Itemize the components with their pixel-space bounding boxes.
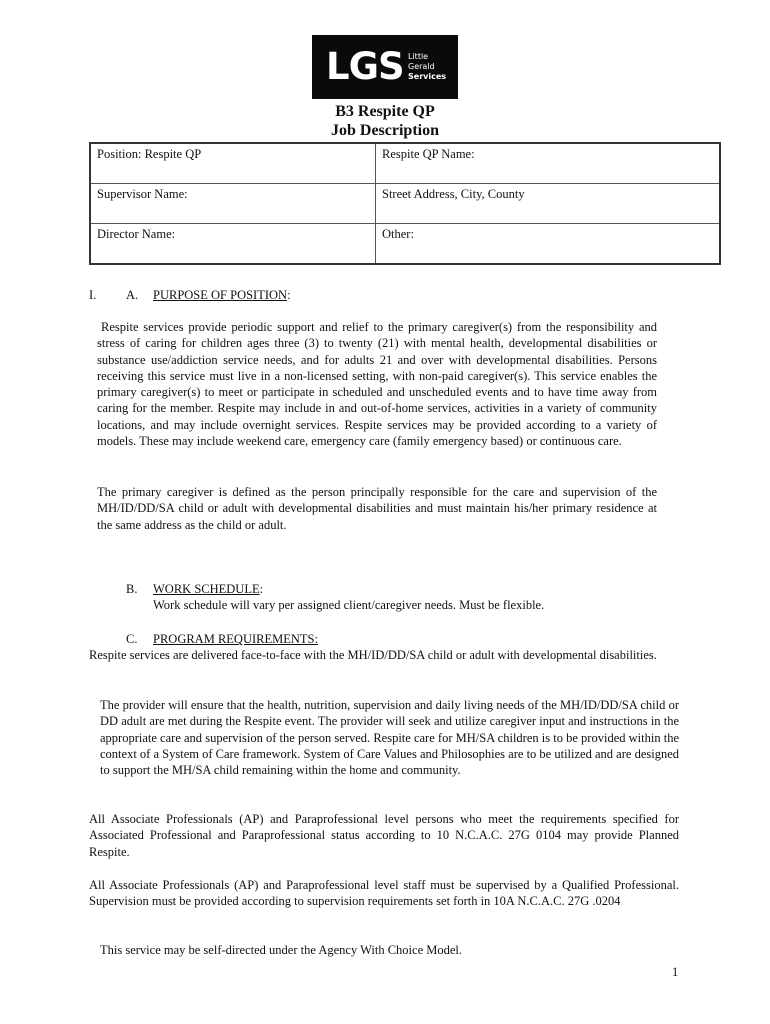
position-info-table <box>89 142 721 265</box>
section-c-letter: C. <box>126 632 138 646</box>
program-paragraph-4: All Associate Professionals (AP) and Paraprofessional level staff must be supervised by a Qualified Professional. Supervision must be provided according to supervision requirements set forth in 10A N.C.A.C. 27G .0204 <box>89 878 679 909</box>
table-row <box>90 184 720 224</box>
table-cell: Other: <box>376 224 721 265</box>
table-cell: Street Address, City, County <box>376 184 721 224</box>
table-cell: Respite QP Name: <box>376 143 721 184</box>
purpose-paragraph-2: The primary caregiver is defined as the person principally responsible for the care and supervision of the MH/ID/DD/SA child or adult with developmental disabilities and must maintain his/her primary residence at the same address as the child or adult. <box>97 485 657 532</box>
page-number: 1 <box>672 965 679 979</box>
section-a-heading-wrap <box>153 287 291 303</box>
logo-letters: LGS <box>326 45 404 88</box>
purpose-paragraph-1: Respite services provide periodic support and relief to the primary caregiver(s) from the responsibility and stress of caring for children ages three (3) to twenty (21) with mental health, developmental disabilities or substance use/addiction service needs, and for adults 21 and over with developmental disabilities. Persons receiving this service must live in a non-licensed setting, with non-paid caregiver(s). This service enables the primary caregiver(s) to meet or participate in scheduled and unscheduled events and to have time away from caring for the member. Respite may include in and out-of-home services, activities in a variety of community locations, and may include overnight services. Respite services may be provided according to a variety of models. These may include weekend care, emergency care (family emergency based) or continuous care. <box>97 320 657 449</box>
program-paragraph-2: The provider will ensure that the health, nutrition, supervision and daily living needs of the MH/ID/DD/SA child or DD adult are met during the Respite event. The provider will seek and utilize caregiver input and instructions in the appropriate care and supervision of the person served. Respite care for MH/SA children is to be provided within the context of a System of Care framework. System of Care Values and Philosophies are to be utilized and are designed to support the MH/SA child remaining within the home and community. <box>100 698 679 778</box>
logo-line-3: Services <box>408 72 447 81</box>
section-b-letter: B. <box>126 582 138 596</box>
section-roman-numeral: I. <box>89 288 97 302</box>
section-a-heading: PURPOSE OF POSITION <box>153 288 288 302</box>
logo-line-2: Gerald <box>408 62 435 71</box>
section-a-letter: A. <box>126 288 139 302</box>
program-paragraph-5: This service may be self-directed under the Agency With Choice Model. <box>100 943 462 957</box>
table-cell: Position: Respite QP <box>90 143 376 184</box>
section-a-colon: : <box>287 288 291 302</box>
section-b-colon: : <box>259 582 264 596</box>
logo-line-1: Little <box>408 52 429 61</box>
document-title: B3 Respite QP <box>335 103 435 120</box>
table-row <box>90 224 720 265</box>
section-c-heading: PROGRAM REQUIREMENTS: <box>153 632 318 646</box>
table-cell: Supervisor Name: <box>90 184 376 224</box>
table-row <box>90 143 720 184</box>
table-cell: Director Name: <box>90 224 376 265</box>
program-paragraph-3: All Associate Professionals (AP) and Paraprofessional level persons who meet the requirements specified for Associated Professional and Paraprofessional status according to 10 N.C.A.C. 27G 0104 may provide Planned Respite. <box>89 812 679 859</box>
program-paragraph-1: Respite services are delivered face-to-face with the MH/ID/DD/SA child or adult with developmental disabilities. <box>89 648 657 662</box>
section-b-heading-wrap <box>153 581 263 597</box>
document-subtitle: Job Description <box>331 122 439 139</box>
work-schedule-text: Work schedule will vary per assigned client/caregiver needs. Must be flexible. <box>153 598 545 612</box>
section-b-heading: WORK SCHEDULE <box>153 582 260 596</box>
lgs-logo <box>312 35 458 99</box>
